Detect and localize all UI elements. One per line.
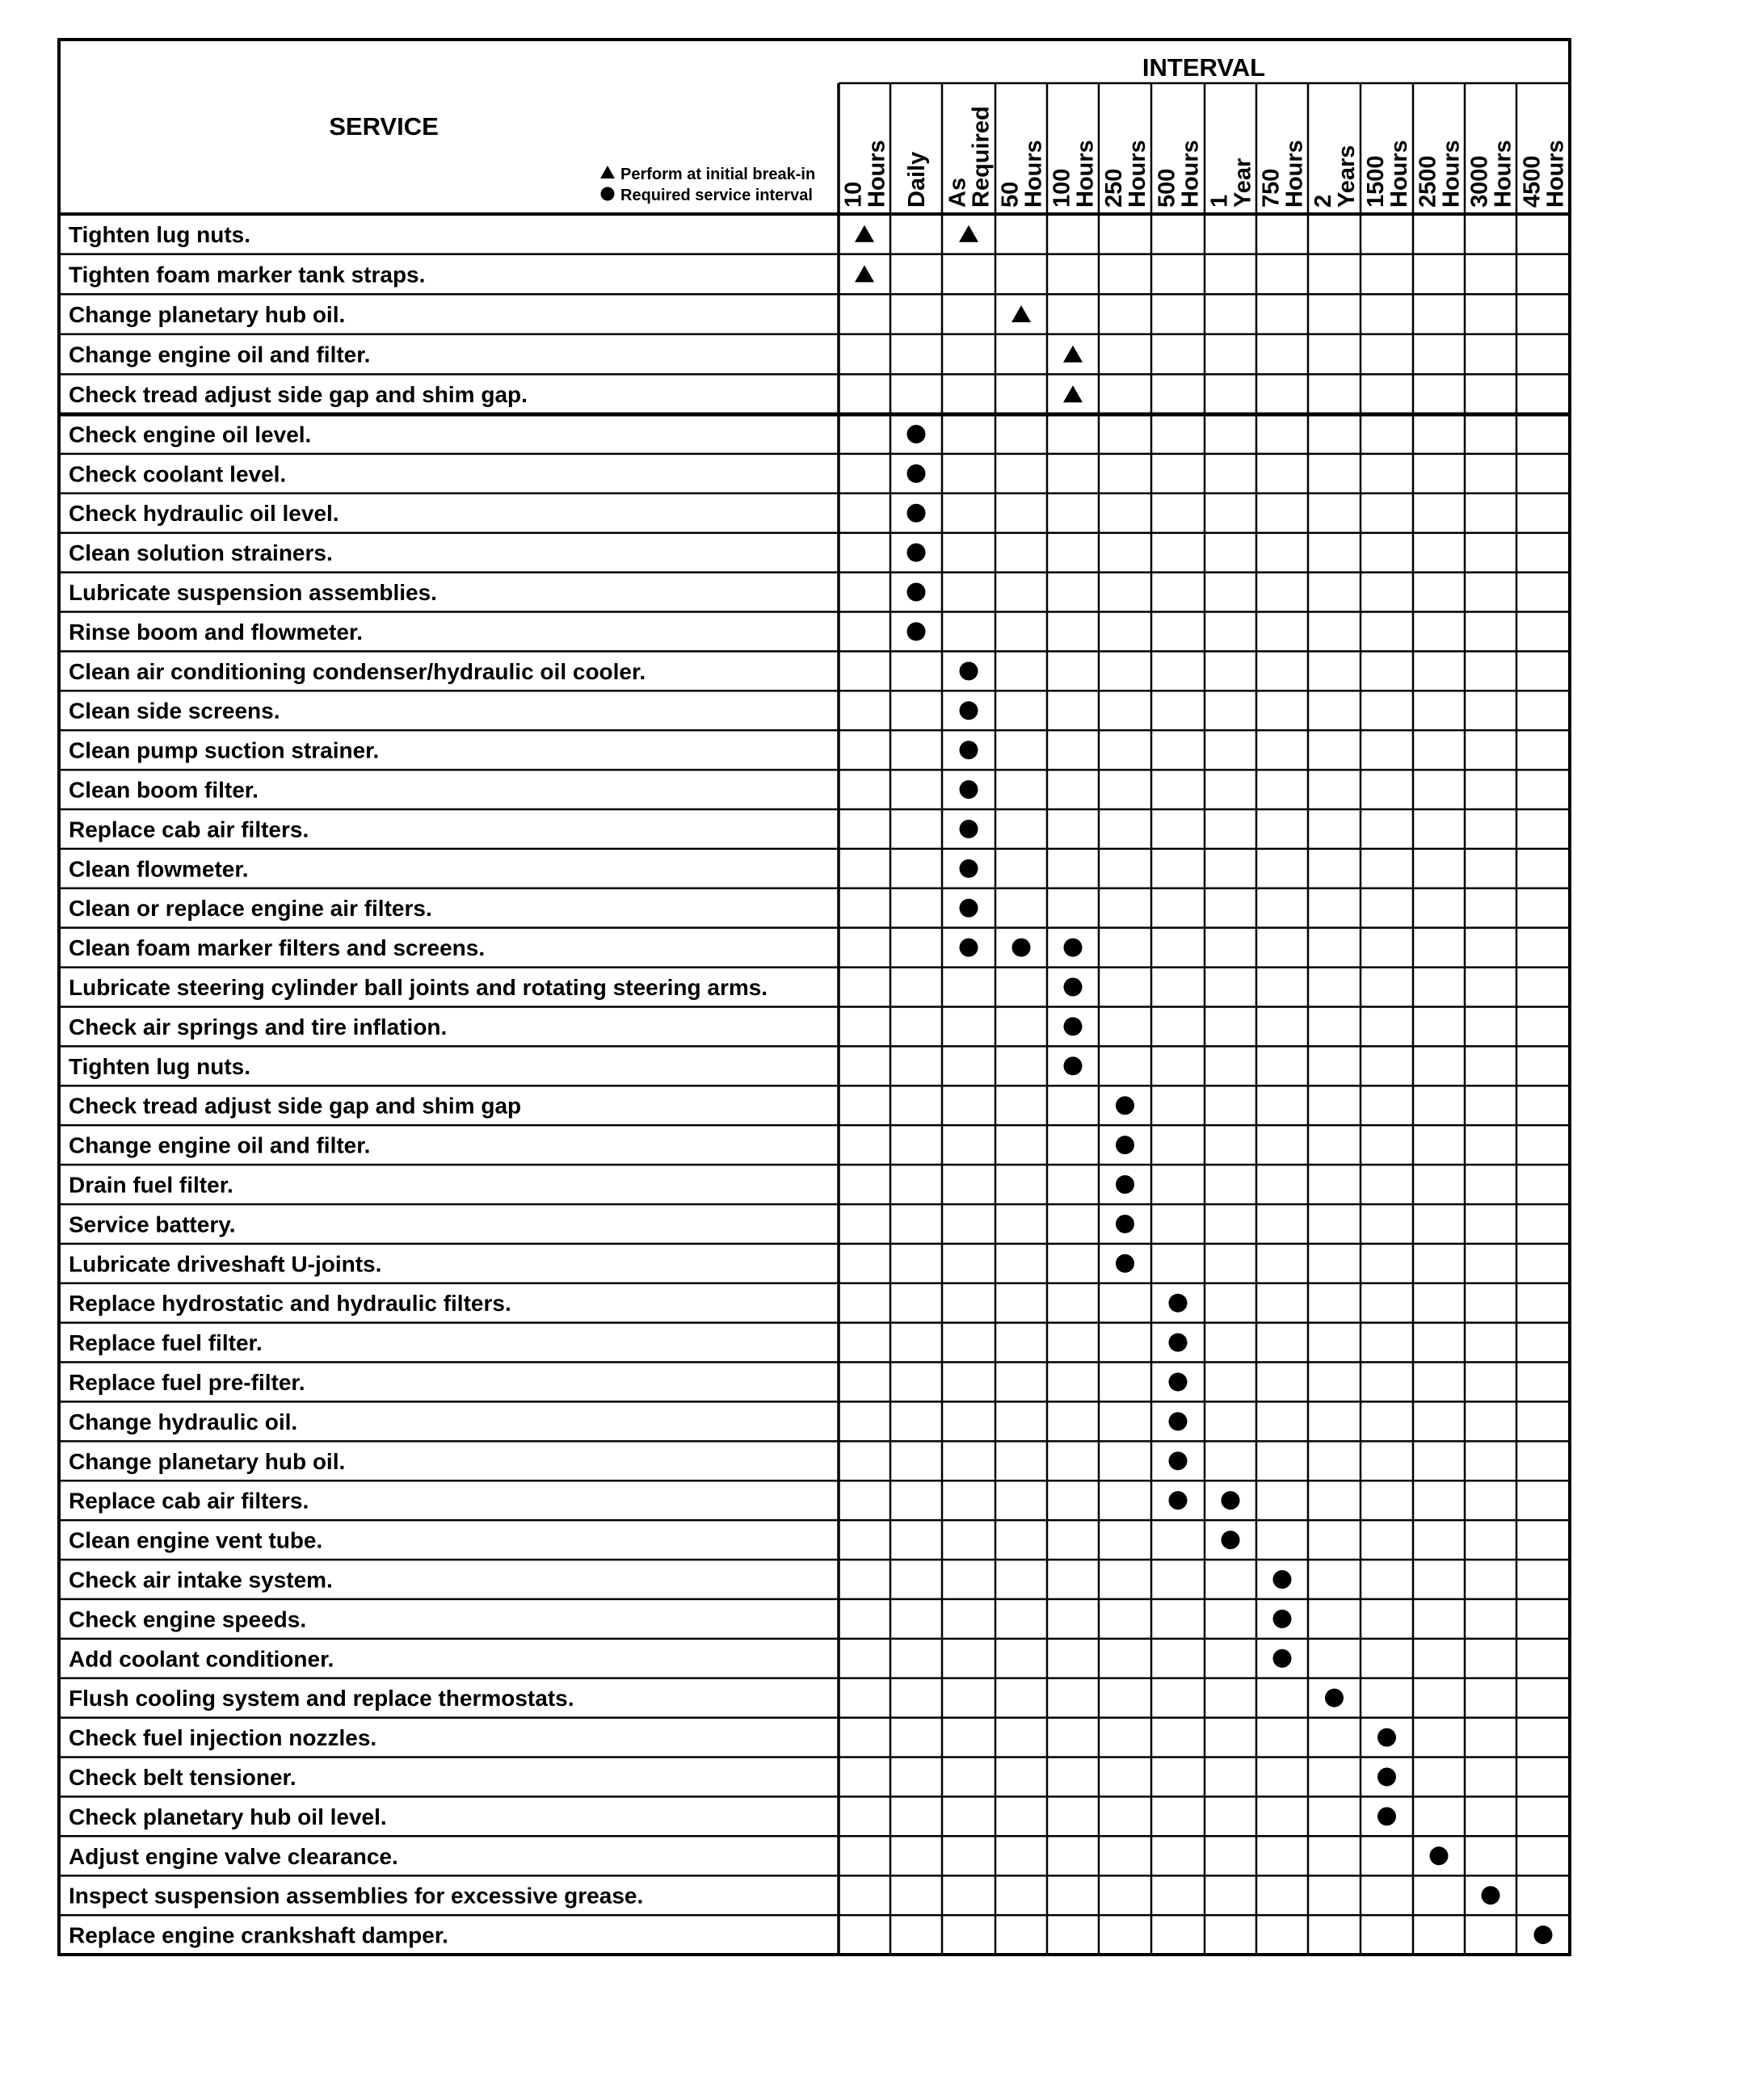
table-row xyxy=(69,1449,1188,1474)
interval-header-line: Hours xyxy=(1438,140,1465,208)
interval-header-line: Required xyxy=(968,106,995,208)
table-row xyxy=(69,856,978,881)
service-interval-dot-icon xyxy=(960,859,978,878)
interval-header xyxy=(1259,140,1308,208)
interval-header-line: Daily xyxy=(904,151,930,208)
table-row xyxy=(69,540,926,565)
service-text: Lubricate steering cylinder ball joints and rotating steering arms. xyxy=(69,975,768,1001)
table-row xyxy=(69,778,978,803)
service-text: Change hydraulic oil. xyxy=(69,1409,298,1434)
service-text: Check hydraulic oil level. xyxy=(69,501,339,527)
table-row xyxy=(69,975,1083,1000)
table-row xyxy=(69,1014,1083,1040)
table-row xyxy=(69,1646,1292,1671)
table-row xyxy=(69,262,874,287)
table-row xyxy=(69,1133,1134,1158)
interval-header xyxy=(841,140,890,208)
interval-header xyxy=(1154,140,1204,208)
service-heading: SERVICE xyxy=(329,112,439,141)
service-interval-dot-icon xyxy=(1116,1215,1134,1233)
service-interval-dot-icon xyxy=(907,544,926,562)
service-text: Inspect suspension assemblies for excessive grease. xyxy=(69,1883,644,1909)
service-interval-dot-icon xyxy=(907,504,926,523)
service-text: Clean engine vent tube. xyxy=(69,1527,323,1553)
service-text: Replace cab air filters. xyxy=(69,1488,309,1514)
service-text: Check planetary hub oil level. xyxy=(69,1804,387,1829)
break-in-triangle-icon xyxy=(1011,305,1031,322)
table-row xyxy=(69,1094,1134,1119)
service-text: Check tread adjust side gap and shim gap. xyxy=(69,382,528,408)
service-text: Clean or replace engine air filters. xyxy=(69,896,432,922)
interval-header-line: Hours xyxy=(1281,140,1308,208)
table-row xyxy=(69,342,1083,368)
interval-header-line: Hours xyxy=(864,140,890,208)
table-row xyxy=(69,461,926,486)
interval-header-line: 4500 xyxy=(1519,155,1546,208)
service-text: Check tread adjust side gap and shim gap xyxy=(69,1093,522,1119)
table-row xyxy=(69,896,978,921)
service-text: Replace engine crankshaft damper. xyxy=(69,1922,448,1948)
service-interval-dot-icon xyxy=(1012,939,1031,957)
service-text: Change planetary hub oil. xyxy=(69,302,346,327)
legend-triangle-icon xyxy=(600,166,615,178)
interval-header xyxy=(1520,140,1569,208)
interval-header-line: 2 xyxy=(1310,194,1336,208)
interval-header xyxy=(904,152,930,208)
table-row xyxy=(69,1923,1553,1948)
table-row xyxy=(69,422,926,447)
interval-header xyxy=(945,106,995,208)
table-row xyxy=(69,222,978,247)
interval-header-line: 10 xyxy=(840,181,867,208)
table-row xyxy=(69,1409,1188,1434)
table-row xyxy=(69,1725,1396,1750)
service-interval-dot-icon xyxy=(960,701,978,720)
service-interval-dot-icon xyxy=(1377,1767,1396,1786)
service-text: Replace fuel filter. xyxy=(69,1330,263,1356)
table-row xyxy=(69,1844,1449,1869)
table-row xyxy=(69,580,926,605)
service-interval-dot-icon xyxy=(1064,1056,1083,1075)
interval-header xyxy=(1207,158,1256,208)
interval-header xyxy=(1415,140,1465,208)
service-interval-dot-icon xyxy=(1064,939,1083,957)
service-text: Clean air conditioning condenser/hydraulic oil cooler. xyxy=(69,658,646,684)
table-row xyxy=(69,1370,1188,1395)
service-text: Clean pump suction strainer. xyxy=(69,737,380,763)
interval-header-line: 250 xyxy=(1101,168,1127,208)
interval-header-line: Year xyxy=(1230,158,1256,208)
table-row xyxy=(69,1804,1396,1829)
service-text: Clean flowmeter. xyxy=(69,856,249,882)
table-row xyxy=(69,738,978,763)
service-interval-dot-icon xyxy=(960,780,978,799)
service-text: Replace cab air filters. xyxy=(69,817,309,842)
service-interval-dot-icon xyxy=(1116,1175,1134,1194)
interval-header-line: 750 xyxy=(1258,168,1285,208)
interval-header-line: 2500 xyxy=(1415,155,1441,208)
service-text: Tighten lug nuts. xyxy=(69,1053,251,1079)
table-row xyxy=(69,1884,1500,1909)
service-text: Tighten lug nuts. xyxy=(69,221,251,247)
service-interval-dot-icon xyxy=(907,622,926,640)
service-text: Drain fuel filter. xyxy=(69,1172,233,1198)
interval-header-line: 3000 xyxy=(1466,155,1493,208)
break-in-triangle-icon xyxy=(855,265,874,282)
service-interval-dot-icon xyxy=(1169,1294,1188,1312)
interval-header-line: Years xyxy=(1334,145,1360,208)
interval-heading: INTERVAL xyxy=(1142,53,1266,82)
service-interval-dot-icon xyxy=(1064,1017,1083,1035)
interval-header-line: Hours xyxy=(1542,140,1569,208)
table-row xyxy=(69,302,1031,327)
service-text: Lubricate driveshaft U-joints. xyxy=(69,1251,382,1277)
table-row xyxy=(69,935,1083,960)
table-row xyxy=(69,1291,1188,1316)
service-text: Check air intake system. xyxy=(69,1567,333,1593)
service-text: Check engine oil level. xyxy=(69,422,312,447)
service-text: Rinse boom and flowmeter. xyxy=(69,619,364,645)
service-text: Clean side screens. xyxy=(69,698,280,724)
legend-required-text: Required service interval xyxy=(620,187,813,204)
table-header xyxy=(329,53,1568,208)
service-text: Flush cooling system and replace thermostats. xyxy=(69,1686,574,1712)
table-row xyxy=(69,1330,1188,1355)
service-text: Add coolant conditioner. xyxy=(69,1646,334,1672)
service-interval-dot-icon xyxy=(1222,1491,1240,1510)
interval-header-line: Hours xyxy=(1125,140,1150,208)
interval-header-line: 100 xyxy=(1049,168,1075,208)
service-interval-dot-icon xyxy=(1116,1254,1134,1273)
service-text: Service battery. xyxy=(69,1212,236,1237)
table-row xyxy=(69,1489,1240,1514)
table-row xyxy=(69,620,926,645)
service-text: Check belt tensioner. xyxy=(69,1764,297,1790)
service-text: Replace hydrostatic and hydraulic filters. xyxy=(69,1291,511,1317)
break-in-triangle-icon xyxy=(855,225,874,242)
service-interval-dot-icon xyxy=(1273,1649,1292,1668)
table-row xyxy=(69,1251,1134,1276)
service-interval-dot-icon xyxy=(1169,1372,1188,1391)
service-interval-dot-icon xyxy=(960,662,978,680)
service-interval-dot-icon xyxy=(1534,1926,1553,1944)
interval-header xyxy=(998,140,1047,208)
service-interval-dot-icon xyxy=(960,741,978,759)
break-in-triangle-icon xyxy=(1063,346,1083,363)
service-interval-dot-icon xyxy=(1116,1096,1134,1115)
interval-header-line: Hours xyxy=(1177,140,1204,208)
service-interval-dot-icon xyxy=(1273,1570,1292,1589)
service-interval-dot-icon xyxy=(960,820,978,838)
interval-header xyxy=(1310,145,1360,208)
service-interval-dot-icon xyxy=(1169,1412,1188,1430)
interval-header xyxy=(1363,140,1412,208)
service-interval-dot-icon xyxy=(960,939,978,957)
service-text: Adjust engine valve clearance. xyxy=(69,1843,398,1869)
service-text: Change engine oil and filter. xyxy=(69,342,371,368)
service-interval-dot-icon xyxy=(1064,978,1083,997)
interval-header-line: 1 xyxy=(1206,194,1233,208)
break-in-triangle-icon xyxy=(1063,385,1083,402)
interval-header xyxy=(1467,140,1516,208)
service-text: Check coolant level. xyxy=(69,461,287,487)
table-row xyxy=(69,1528,1240,1553)
interval-header-line: 50 xyxy=(997,181,1024,208)
table-row xyxy=(69,1054,1083,1079)
break-in-triangle-icon xyxy=(959,225,978,242)
service-interval-dot-icon xyxy=(1430,1846,1449,1865)
table-row xyxy=(69,382,1083,407)
service-interval-dot-icon xyxy=(907,425,926,443)
service-interval-dot-icon xyxy=(1377,1807,1396,1825)
service-text: Clean solution strainers. xyxy=(69,540,333,566)
legend-circle-icon xyxy=(601,187,615,201)
table-row xyxy=(69,501,926,526)
service-interval-dot-icon xyxy=(1169,1334,1188,1352)
interval-header-line: Hours xyxy=(1072,140,1099,208)
service-text: Change engine oil and filter. xyxy=(69,1132,371,1158)
service-interval-dot-icon xyxy=(1377,1728,1396,1747)
service-interval-dot-icon xyxy=(1222,1531,1240,1549)
service-text: Check engine speeds. xyxy=(69,1606,307,1632)
table-row xyxy=(69,1686,1344,1711)
service-text: Tighten foam marker tank straps. xyxy=(69,262,426,288)
service-text: Check air springs and tire inflation. xyxy=(69,1014,448,1040)
interval-header-line: 1500 xyxy=(1363,155,1389,208)
service-interval-dot-icon xyxy=(1325,1689,1344,1707)
interval-header-line: Hours xyxy=(1386,140,1412,208)
interval-header xyxy=(1049,140,1099,208)
interval-header-line: Hours xyxy=(1020,140,1047,208)
service-interval-dot-icon xyxy=(960,899,978,918)
table-row xyxy=(69,1212,1134,1237)
interval-header-line: Hours xyxy=(1490,140,1516,208)
legend-break-in-text: Perform at initial break-in xyxy=(620,166,816,183)
interval-header xyxy=(1101,140,1150,208)
table-row xyxy=(69,1765,1396,1790)
service-interval-dot-icon xyxy=(1116,1136,1134,1154)
interval-header-line: As xyxy=(944,177,971,208)
table-row xyxy=(69,659,978,684)
service-interval-dot-icon xyxy=(1273,1610,1292,1628)
service-interval-dot-icon xyxy=(907,583,926,602)
table-row xyxy=(69,1173,1134,1198)
service-text: Change planetary hub oil. xyxy=(69,1448,346,1474)
legend xyxy=(600,166,815,204)
table-row xyxy=(69,1606,1292,1632)
interval-header-line: 500 xyxy=(1154,168,1180,208)
service-interval-dot-icon xyxy=(1482,1886,1500,1905)
service-interval-dot-icon xyxy=(907,464,926,483)
service-text: Clean boom filter. xyxy=(69,777,259,803)
table-row xyxy=(69,817,978,842)
service-text: Check fuel injection nozzles. xyxy=(69,1725,377,1751)
table-row xyxy=(69,1567,1292,1592)
service-interval-dot-icon xyxy=(1169,1491,1188,1510)
service-text: Clean foam marker filters and screens. xyxy=(69,935,486,961)
service-text: Lubricate suspension assemblies. xyxy=(69,580,437,606)
service-interval-dot-icon xyxy=(1169,1451,1188,1470)
table-row xyxy=(69,699,978,724)
service-text: Replace fuel pre-filter. xyxy=(69,1369,305,1395)
